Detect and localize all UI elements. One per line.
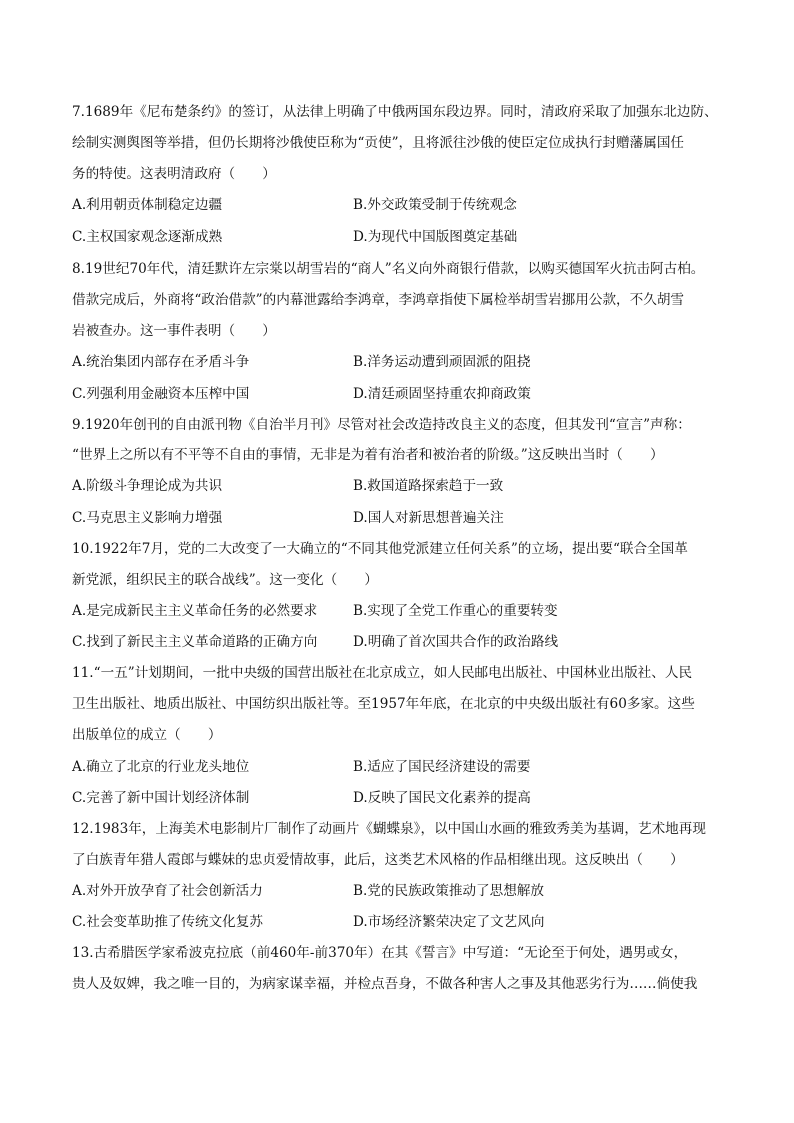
question-9-option-b: B.救国道路探索趋于一致 xyxy=(353,478,504,494)
question-12-stem-line-2: 了白族青年猎人霞郎与蝶妹的忠贞爱情故事，此后，这类艺术风格的作品相继出现。这反映出（ ） xyxy=(72,852,684,868)
question-9-stem-line-2: “世界上之所以有不平等不自由的事情，无非是为着有治者和被治者的阶级。”这反映出当时（ ） xyxy=(72,447,664,463)
question-13-stem-line-1: 13.古希腊医学家希波克拉底（前460年-前370年）在其《誓言》中写道：“无论至于何处，遇男或女， xyxy=(72,945,688,961)
question-8-option-a: A.统治集团内部存在矛盾斗争 xyxy=(72,354,250,370)
question-10-stem-line-2: 新党派，组织民主的联合战线”。这一变化（ ） xyxy=(72,572,379,588)
question-7-stem-line-3: 务的特使。这表明清政府（ ） xyxy=(72,166,276,182)
question-11-option-a: A.确立了北京的行业龙头地位 xyxy=(72,759,250,775)
question-11-stem-line-3: 出版单位的成立（ ） xyxy=(72,727,222,743)
question-11-stem-line-1: 11.“一五”计划期间，一批中央级的国营出版社在北京成立，如人民邮电出版社、中国林业出版社、人民 xyxy=(72,665,693,681)
question-9-option-c: C.马克思主义影响力增强 xyxy=(72,510,223,526)
question-7-stem-line-1: 7.1689年《尼布楚条约》的签订，从法律上明确了中俄两国东段边界。同时，清政府采取了加强东北边防、 xyxy=(72,104,718,120)
question-12-stem-line-1: 12.1983年，上海美术电影制片厂制作了动画片《蝴蝶泉》，以中国山水画的雅致秀美为基调，艺术地再现 xyxy=(72,821,706,837)
question-10-option-d: D.明确了首次国共合作的政治路线 xyxy=(353,634,559,650)
question-9-option-a: A.阶级斗争理论成为共识 xyxy=(72,478,223,494)
question-11-option-b: B.适应了国民经济建设的需要 xyxy=(353,759,531,775)
question-12-option-a: A.对外开放孕育了社会创新活力 xyxy=(72,883,263,899)
question-7-option-d: D.为现代中国版图奠定基础 xyxy=(353,229,518,245)
question-10-option-b: B.实现了全党工作重心的重要转变 xyxy=(353,603,558,619)
question-11-stem-line-2: 卫生出版社、地质出版社、中国纺织出版社等。至1957年年底，在北京的中央级出版社有60多家。这些 xyxy=(72,696,695,712)
question-10-option-a: A.是完成新民主主义革命任务的必然要求 xyxy=(72,603,318,619)
question-9-stem-line-1: 9.1920年创刊的自由派刊物《自治半月刊》尽管对社会改造持改良主义的态度，但其发刊“宣言”声称： xyxy=(72,417,691,433)
question-8-option-b: B.洋务运动遭到顽固派的阻挠 xyxy=(353,354,531,370)
question-12-option-c: C.社会变革助推了传统文化复苏 xyxy=(72,914,263,930)
question-13-stem-line-2: 贵人及奴婢，我之唯一目的，为病家谋幸福，并检点吾身，不做各种害人之事及其他恶劣行为……倘使我 xyxy=(72,976,698,992)
question-12-option-d: D.市场经济繁荣决定了文艺风向 xyxy=(353,914,545,930)
question-12-option-b: B.党的民族政策推动了思想解放 xyxy=(353,883,545,899)
question-11-option-d: D.反映了国民文化素养的提高 xyxy=(353,790,531,806)
question-8-stem-line-1: 8.19世纪70年代，清廷默许左宗棠以胡雪岩的“商人”名义向外商银行借款，以购买德国军火抗击阿古柏。 xyxy=(72,261,705,277)
question-7-option-a: A.利用朝贡体制稳定边疆 xyxy=(72,197,223,213)
question-8-stem-line-3: 岩被查办。这一事件表明（ ） xyxy=(72,323,276,339)
question-7-option-b: B.外交政策受制于传统观念 xyxy=(353,197,517,213)
question-8-option-c: C.列强利用金融资本压榨中国 xyxy=(72,386,250,402)
question-11-option-c: C.完善了新中国计划经济体制 xyxy=(72,790,250,806)
question-10-stem-line-1: 10.1922年7月，党的二大改变了一大确立的“不同其他党派建立任何关系”的立场，提出要“联合全国革 xyxy=(72,541,688,557)
question-7-option-c: C.主权国家观念逐渐成熟 xyxy=(72,229,223,245)
question-8-stem-line-2: 借款完成后，外商将“政治借款”的内幕泄露给李鸿章，李鸿章指使下属检举胡雪岩挪用公款，不久胡雪 xyxy=(72,292,685,308)
question-8-option-d: D.清廷顽固坚持重农抑商政策 xyxy=(353,386,531,402)
question-7-stem-line-2: 绘制实测舆图等举措，但仍长期将沙俄使臣称为“贡使”，且将派往沙俄的使臣定位成执行封赠藩属国任 xyxy=(72,135,685,151)
question-10-option-c: C.找到了新民主主义革命道路的正确方向 xyxy=(72,634,318,650)
question-9-option-d: D.国人对新思想普遍关注 xyxy=(353,510,504,526)
